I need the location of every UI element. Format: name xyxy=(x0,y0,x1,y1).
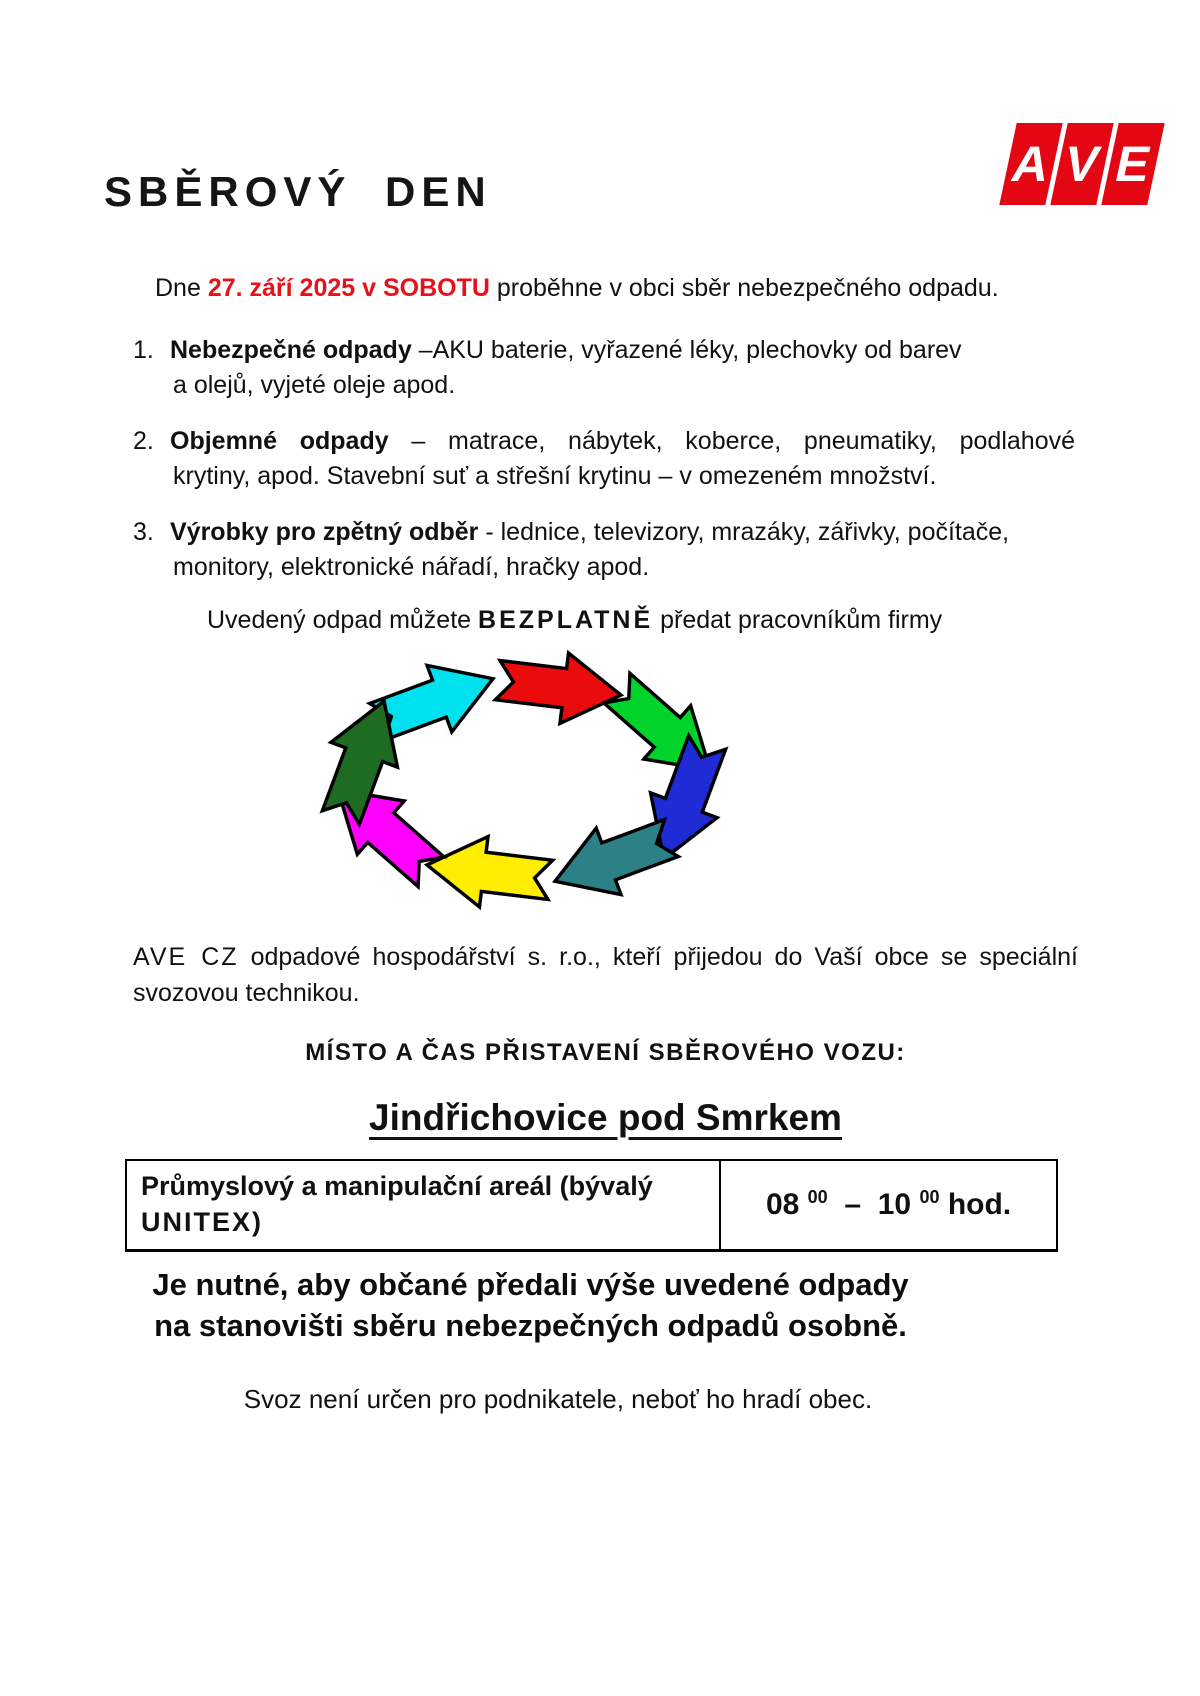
list-number: 3. xyxy=(133,518,154,546)
time-start-minutes: 00 xyxy=(807,1187,828,1207)
list-number: 2. xyxy=(133,427,154,455)
free-line-after: předat pracovníkům firmy xyxy=(653,606,943,634)
notice-line1: Je nutné, aby občané předali výše uvedené odpady xyxy=(152,1267,909,1302)
company-line2: svozovou technikou. xyxy=(133,979,360,1007)
list-item-line2: monitory, elektronické nářadí, hračky apod. xyxy=(173,553,650,581)
intro-line xyxy=(155,274,1078,303)
footer-note: Svoz není určen pro podnikatele, neboť ho hradí obec. xyxy=(243,1384,873,1414)
location-line2: UNITEX) xyxy=(141,1207,263,1237)
recycle-arrow-teal xyxy=(543,805,684,913)
content xyxy=(0,274,1200,1415)
list-number: 1. xyxy=(133,336,154,364)
list-item-text xyxy=(170,333,1075,403)
time-end-minutes: 00 xyxy=(919,1187,940,1207)
page-title: SBĚROVÝ DEN xyxy=(104,168,492,215)
time-end: 10 xyxy=(877,1188,912,1221)
list-item-line2: krytiny, apod. Stavební suť a střešní krytinu – v omezeném množství. xyxy=(173,462,937,490)
list-item-line2: a olejů, vyjeté oleje apod. xyxy=(173,371,456,399)
ave-logo-letter: E xyxy=(1110,136,1156,192)
village-name: Jindřichovice pod Smrkem xyxy=(369,1097,842,1138)
time-dash: – xyxy=(844,1188,862,1221)
list-item-3 xyxy=(133,515,1078,585)
list-item-bold: Nebezpečné odpady xyxy=(170,336,412,364)
ave-logo-letter: V xyxy=(1059,136,1105,192)
free-of-charge-line xyxy=(207,606,1078,635)
intro-date: 27. září 2025 v SOBOTU xyxy=(207,274,490,302)
list-item-rest: - lednice, televizory, mrazáky, zářivky, počítače, xyxy=(478,518,1010,546)
time-cell xyxy=(720,1160,1057,1251)
schedule-table xyxy=(125,1159,1058,1252)
location-line1: Průmyslový a manipulační areál (bývalý xyxy=(141,1171,653,1201)
list-item-bold: Objemné odpady xyxy=(170,427,389,455)
intro-prefix: Dne xyxy=(155,274,208,302)
notice-block xyxy=(133,1264,1078,1346)
recycle-arrow-yellow xyxy=(423,830,555,913)
list-item-bold: Výrobky pro zpětný odběr xyxy=(170,518,479,546)
time-start: 08 xyxy=(765,1188,800,1221)
company-paragraph xyxy=(133,939,1078,1011)
list-item-2 xyxy=(133,424,1078,494)
free-line-bold: BEZPLATNĚ xyxy=(478,606,654,634)
list-item-text xyxy=(170,515,1075,585)
list-item-rest: –AKU baterie, vyřazené léky, plechovky od barev xyxy=(411,336,962,364)
list-item-line1 xyxy=(170,333,1075,368)
list-item-line1 xyxy=(170,424,1075,459)
ave-logo xyxy=(1008,123,1156,205)
waste-list xyxy=(133,333,1078,585)
list-item-text xyxy=(170,424,1075,494)
company-name: AVE CZ xyxy=(133,943,239,971)
company-line1-rest: odpadové hospodářství s. r.o., kteří přijedou do Vaší obce se speciální xyxy=(238,943,1078,971)
recycle-arrows-image xyxy=(305,647,743,913)
list-item-1 xyxy=(133,333,1078,403)
place-time-heading: MÍSTO A ČAS PŘISTAVENÍ SBĚROVÉHO VOZU: xyxy=(305,1039,906,1066)
village-heading xyxy=(133,1097,1078,1139)
intro-suffix: proběhne v obci sběr nebezpečného odpadu. xyxy=(489,274,999,302)
free-line-before: Uvedený odpad můžete xyxy=(207,606,479,634)
list-item-line1 xyxy=(170,515,1075,550)
list-item-rest: – matrace, nábytek, koberce, pneumatiky, podlahové xyxy=(388,427,1076,455)
header xyxy=(0,0,1200,258)
location-cell xyxy=(126,1160,720,1251)
ave-logo-letter: A xyxy=(1006,136,1055,192)
time-unit: hod. xyxy=(947,1188,1012,1221)
schedule-row xyxy=(126,1160,1057,1251)
notice-line2: na stanovišti sběru nebezpečných odpadů osobně. xyxy=(154,1308,907,1343)
recycle-arrow-red xyxy=(493,647,625,730)
company-line1 xyxy=(133,939,1078,975)
